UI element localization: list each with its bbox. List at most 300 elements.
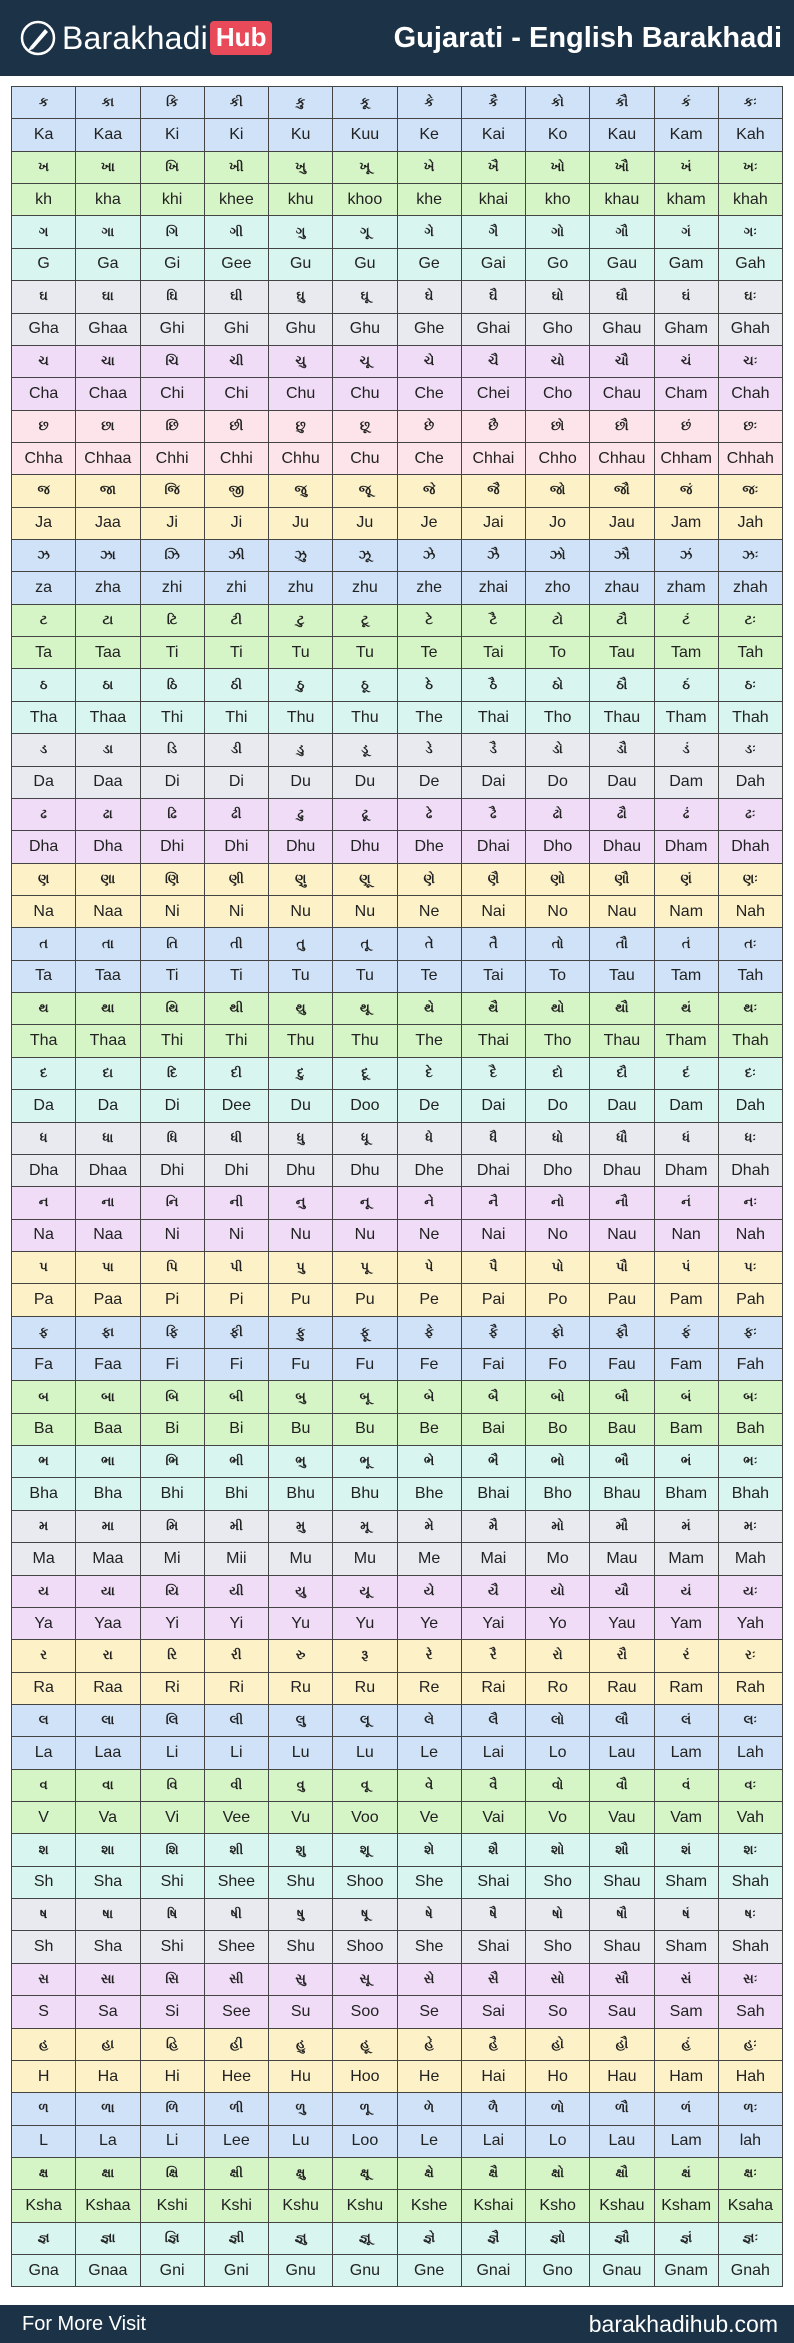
gujarati-cell: મ [12,1510,76,1542]
gujarati-cell: દૈ [461,1057,525,1089]
gujarati-cell: લિ [140,1704,204,1736]
english-cell: Jaa [76,507,140,539]
english-cell: Bhi [204,1478,268,1510]
gujarati-cell: જઃ [718,475,782,507]
english-cell: khe [397,184,461,216]
gujarati-row [12,1122,783,1154]
gujarati-cell: પઃ [718,1251,782,1283]
english-cell: Tu [269,637,333,669]
gujarati-cell: છૈ [461,410,525,442]
gujarati-cell: ણૈ [461,863,525,895]
english-cell: Lu [269,2125,333,2157]
gujarati-cell: સૌ [590,1963,654,1995]
gujarati-cell: થિ [140,993,204,1025]
gujarati-cell: કૂ [333,87,397,119]
gujarati-row [12,1769,783,1801]
gujarati-cell: પી [204,1251,268,1283]
english-cell: Ya [12,1607,76,1639]
gujarati-cell: ણો [526,863,590,895]
english-cell: Shee [204,1931,268,1963]
gujarati-cell: થે [397,993,461,1025]
gujarati-cell: ગૌ [590,216,654,248]
gujarati-cell: ભૌ [590,1446,654,1478]
gujarati-cell: તઃ [718,928,782,960]
english-cell: Go [526,248,590,280]
english-cell: Fo [526,1349,590,1381]
brand-badge: Hub [210,21,273,55]
gujarati-cell: ણઃ [718,863,782,895]
gujarati-cell: છા [76,410,140,442]
english-cell: Bi [204,1413,268,1445]
english-cell: Sham [654,1931,718,1963]
gujarati-cell: ઘો [526,281,590,313]
gujarati-cell: ષઃ [718,1899,782,1931]
gujarati-cell: ક્ષે [397,2158,461,2190]
english-cell: Dam [654,766,718,798]
english-cell: Thai [461,701,525,733]
gujarati-cell: યિ [140,1575,204,1607]
brand-logo[interactable] [18,18,272,58]
english-cell: Yi [204,1607,268,1639]
gujarati-cell: સા [76,1963,140,1995]
english-cell: Gi [140,248,204,280]
english-cell: Gna [12,2255,76,2287]
gujarati-cell: થઃ [718,993,782,1025]
gujarati-cell: ઘં [654,281,718,313]
gujarati-row [12,151,783,183]
gujarati-cell: ણિ [140,863,204,895]
gujarati-cell: તિ [140,928,204,960]
english-cell: Doo [333,1090,397,1122]
gujarati-row [12,1316,783,1348]
gujarati-row [12,993,783,1025]
english-cell: Se [397,1996,461,2028]
english-cell: Ta [12,960,76,992]
gujarati-cell: શી [204,1834,268,1866]
english-cell: Fu [333,1349,397,1381]
english-cell: Fi [204,1349,268,1381]
footer-text: For More Visit [22,2312,147,2335]
english-cell: Gni [140,2255,204,2287]
gujarati-cell: જી [204,475,268,507]
english-cell: Pi [140,1284,204,1316]
english-cell: Nah [718,895,782,927]
gujarati-cell: ટે [397,604,461,636]
gujarati-cell: ઘૈ [461,281,525,313]
english-cell: Jah [718,507,782,539]
gujarati-cell: ભ [12,1446,76,1478]
english-cell: Che [397,442,461,474]
english-cell: Yo [526,1607,590,1639]
gujarati-cell: ડિ [140,734,204,766]
gujarati-cell: છ [12,410,76,442]
english-cell: zhah [718,572,782,604]
english-cell: Tu [333,637,397,669]
english-cell: Chha [12,442,76,474]
gujarati-cell: બં [654,1381,718,1413]
english-cell: Ke [397,119,461,151]
gujarati-cell: વો [526,1769,590,1801]
gujarati-cell: ફિ [140,1316,204,1348]
gujarati-cell: ષુ [269,1899,333,1931]
english-cell: Bu [269,1413,333,1445]
english-cell: Ti [204,637,268,669]
english-cell: Chhaa [76,442,140,474]
english-cell: Dam [654,1090,718,1122]
english-cell: Ka [12,119,76,151]
gujarati-cell: ઠં [654,669,718,701]
english-cell: Lo [526,2125,590,2157]
gujarati-cell: ધો [526,1122,590,1154]
gujarati-cell: ષ [12,1899,76,1931]
english-cell: Lau [590,2125,654,2157]
english-cell: Dho [526,831,590,863]
english-cell: Kai [461,119,525,151]
english-cell: Ghah [718,313,782,345]
english-row [12,1543,783,1575]
english-cell: Hah [718,2060,782,2092]
english-cell: Maa [76,1543,140,1575]
gujarati-cell: છે [397,410,461,442]
english-cell: Tau [590,960,654,992]
gujarati-cell: ગુ [269,216,333,248]
english-cell: Pe [397,1284,461,1316]
english-cell: Chah [718,378,782,410]
gujarati-cell: ભૂ [333,1446,397,1478]
gujarati-cell: ચી [204,345,268,377]
gujarati-cell: ફો [526,1316,590,1348]
english-cell: Faa [76,1349,140,1381]
english-cell: Su [269,1996,333,2028]
english-cell: Thaa [76,1025,140,1057]
gujarati-cell: ઝં [654,540,718,572]
english-cell: Lai [461,2125,525,2157]
gujarati-cell: ખઃ [718,151,782,183]
gujarati-cell: ઠૈ [461,669,525,701]
english-cell: Ku [269,119,333,151]
gujarati-cell: તૈ [461,928,525,960]
gujarati-cell: ઝઃ [718,540,782,572]
english-cell: Ksaha [718,2190,782,2222]
gujarati-cell: થી [204,993,268,1025]
english-cell: Nu [269,895,333,927]
english-cell: Taa [76,637,140,669]
gujarati-cell: ગી [204,216,268,248]
english-cell: Nu [333,1219,397,1251]
gujarati-cell: ડૌ [590,734,654,766]
gujarati-cell: ણી [204,863,268,895]
gujarati-cell: જ્ઞૂ [333,2222,397,2254]
english-cell: Chhu [269,442,333,474]
english-row [12,1996,783,2028]
english-cell: Lo [526,1737,590,1769]
english-cell: Sh [12,1931,76,1963]
gujarati-row [12,1575,783,1607]
gujarati-cell: ઝૌ [590,540,654,572]
gujarati-cell: લૌ [590,1704,654,1736]
english-cell: Vau [590,1802,654,1834]
gujarati-cell: ધી [204,1122,268,1154]
gujarati-cell: પૌ [590,1251,654,1283]
gujarati-cell: ગિ [140,216,204,248]
gujarati-cell: પે [397,1251,461,1283]
gujarati-cell: ગો [526,216,590,248]
english-cell: L [12,2125,76,2157]
english-cell: Kuu [333,119,397,151]
english-cell: Vee [204,1802,268,1834]
english-cell: Kshu [269,2190,333,2222]
english-cell: Mi [140,1543,204,1575]
english-cell: Vo [526,1802,590,1834]
gujarati-cell: રૌ [590,1640,654,1672]
gujarati-cell: ઢૈ [461,798,525,830]
english-cell: Mu [333,1543,397,1575]
gujarati-cell: ઢ [12,798,76,830]
gujarati-cell: ય [12,1575,76,1607]
english-cell: Tha [12,701,76,733]
english-row [12,1219,783,1251]
gujarati-cell: તે [397,928,461,960]
english-cell: Bo [526,1413,590,1445]
english-cell: Da [76,1090,140,1122]
gujarati-cell: ડુ [269,734,333,766]
gujarati-cell: ઠિ [140,669,204,701]
gujarati-cell: શિ [140,1834,204,1866]
gujarati-cell: યા [76,1575,140,1607]
english-cell: Ghai [461,313,525,345]
gujarati-cell: ગૂ [333,216,397,248]
english-cell: She [397,1931,461,1963]
gujarati-cell: વિ [140,1769,204,1801]
english-cell: G [12,248,76,280]
english-cell: Gai [461,248,525,280]
english-cell: Thi [204,1025,268,1057]
gujarati-cell: બૂ [333,1381,397,1413]
gujarati-cell: શૂ [333,1834,397,1866]
english-cell: Ri [204,1672,268,1704]
english-cell: Ti [204,960,268,992]
gujarati-cell: મી [204,1510,268,1542]
gujarati-cell: ફૈ [461,1316,525,1348]
gujarati-cell: ઠે [397,669,461,701]
english-cell: khah [718,184,782,216]
english-cell: Chho [526,442,590,474]
english-cell: Mii [204,1543,268,1575]
gujarati-cell: ટૂ [333,604,397,636]
gujarati-cell: યઃ [718,1575,782,1607]
gujarati-cell: શઃ [718,1834,782,1866]
gujarati-cell: ઢૂ [333,798,397,830]
english-cell: Du [269,766,333,798]
pen-nib-icon [18,18,58,58]
gujarati-cell: ઢી [204,798,268,830]
english-cell: zhe [397,572,461,604]
english-cell: Du [333,766,397,798]
gujarati-cell: શો [526,1834,590,1866]
gujarati-row [12,281,783,313]
gujarati-cell: ઘઃ [718,281,782,313]
gujarati-cell: ખૌ [590,151,654,183]
english-cell: Bhu [333,1478,397,1510]
english-cell: zhau [590,572,654,604]
english-cell: Vam [654,1802,718,1834]
english-cell: Sho [526,1866,590,1898]
english-cell: Jai [461,507,525,539]
english-cell: Yaa [76,1607,140,1639]
gujarati-cell: ઠો [526,669,590,701]
english-cell: Gam [654,248,718,280]
english-row [12,1478,783,1510]
english-cell: Gnaa [76,2255,140,2287]
english-cell: Chham [654,442,718,474]
english-cell: Lu [269,1737,333,1769]
gujarati-cell: પો [526,1251,590,1283]
gujarati-cell: બો [526,1381,590,1413]
gujarati-cell: પ [12,1251,76,1283]
english-cell: lah [718,2125,782,2157]
gujarati-cell: જૌ [590,475,654,507]
english-cell: Kah [718,119,782,151]
gujarati-cell: જ [12,475,76,507]
gujarati-row [12,2222,783,2254]
gujarati-cell: ઘ [12,281,76,313]
english-cell: Sa [76,1996,140,2028]
english-cell: Nau [590,1219,654,1251]
gujarati-cell: ખો [526,151,590,183]
gujarati-cell: છૌ [590,410,654,442]
gujarati-cell: શ [12,1834,76,1866]
gujarati-cell: નઃ [718,1187,782,1219]
english-cell: Lee [204,2125,268,2157]
gujarati-row [12,1704,783,1736]
gujarati-cell: દા [76,1057,140,1089]
english-row [12,1866,783,1898]
english-cell: Dhu [333,1154,397,1186]
english-cell: Da [12,1090,76,1122]
english-cell: Thi [204,701,268,733]
english-cell: Shau [590,1931,654,1963]
english-cell: Ju [333,507,397,539]
english-cell: Ge [397,248,461,280]
gujarati-cell: ળં [654,2093,718,2125]
gujarati-cell: થૈ [461,993,525,1025]
gujarati-cell: વૂ [333,1769,397,1801]
gujarati-cell: ધૌ [590,1122,654,1154]
english-cell: Gni [204,2255,268,2287]
english-cell: Gau [590,248,654,280]
english-cell: Chu [269,378,333,410]
english-cell: De [397,1090,461,1122]
gujarati-row [12,1251,783,1283]
english-cell: Yu [269,1607,333,1639]
gujarati-cell: મં [654,1510,718,1542]
english-cell: Che [397,378,461,410]
english-cell: Bha [76,1478,140,1510]
english-cell: Si [140,1996,204,2028]
gujarati-cell: ઢા [76,798,140,830]
english-cell: Fai [461,1349,525,1381]
gujarati-cell: ણં [654,863,718,895]
gujarati-cell: ળુ [269,2093,333,2125]
gujarati-row [12,475,783,507]
gujarati-cell: ચં [654,345,718,377]
english-cell: khoo [333,184,397,216]
english-cell: Rau [590,1672,654,1704]
english-row [12,1284,783,1316]
english-cell: Bho [526,1478,590,1510]
gujarati-cell: શે [397,1834,461,1866]
english-cell: Nu [333,895,397,927]
english-cell: Ghi [204,313,268,345]
english-cell: Thi [140,1025,204,1057]
gujarati-cell: સઃ [718,1963,782,1995]
gujarati-cell: નિ [140,1187,204,1219]
footer-url-link[interactable]: barakhadihub.com [588,2310,778,2337]
gujarati-cell: ત [12,928,76,960]
gujarati-cell: છૂ [333,410,397,442]
gujarati-cell: મૂ [333,1510,397,1542]
gujarati-cell: ગ [12,216,76,248]
english-cell: Di [140,766,204,798]
english-cell: Sham [654,1866,718,1898]
english-cell: Chhai [461,442,525,474]
gujarati-cell: ડો [526,734,590,766]
gujarati-cell: જ્ઞો [526,2222,590,2254]
gujarati-cell: ઢે [397,798,461,830]
english-cell: Chi [140,378,204,410]
english-cell: Cham [654,378,718,410]
english-cell: Yai [461,1607,525,1639]
english-cell: Shu [269,1866,333,1898]
english-cell: Te [397,960,461,992]
gujarati-cell: દો [526,1057,590,1089]
english-row [12,1090,783,1122]
english-row [12,1672,783,1704]
english-cell: Yam [654,1607,718,1639]
english-cell: Chu [333,378,397,410]
gujarati-cell: રો [526,1640,590,1672]
english-cell: zha [76,572,140,604]
gujarati-cell: બિ [140,1381,204,1413]
gujarati-cell: પા [76,1251,140,1283]
english-cell: Gu [269,248,333,280]
gujarati-cell: ક્ષૂ [333,2158,397,2190]
english-cell: Gee [204,248,268,280]
english-cell: Kam [654,119,718,151]
english-cell: The [397,1025,461,1057]
gujarati-cell: નુ [269,1187,333,1219]
english-cell: Bhai [461,1478,525,1510]
gujarati-cell: ઘિ [140,281,204,313]
gujarati-cell: તી [204,928,268,960]
gujarati-cell: ફૂ [333,1316,397,1348]
gujarati-cell: કી [204,87,268,119]
gujarati-cell: હિ [140,2028,204,2060]
barakhadi-table-container [11,86,783,2287]
english-cell: zhi [204,572,268,604]
english-cell: Shu [269,1931,333,1963]
gujarati-cell: છિ [140,410,204,442]
gujarati-cell: ળે [397,2093,461,2125]
english-cell: Ji [140,507,204,539]
gujarati-cell: ઝા [76,540,140,572]
english-cell: Tai [461,960,525,992]
english-cell: Sau [590,1996,654,2028]
english-cell: Ksha [12,2190,76,2222]
gujarati-cell: ગા [76,216,140,248]
english-cell: Ghu [269,313,333,345]
gujarati-cell: ઝૈ [461,540,525,572]
